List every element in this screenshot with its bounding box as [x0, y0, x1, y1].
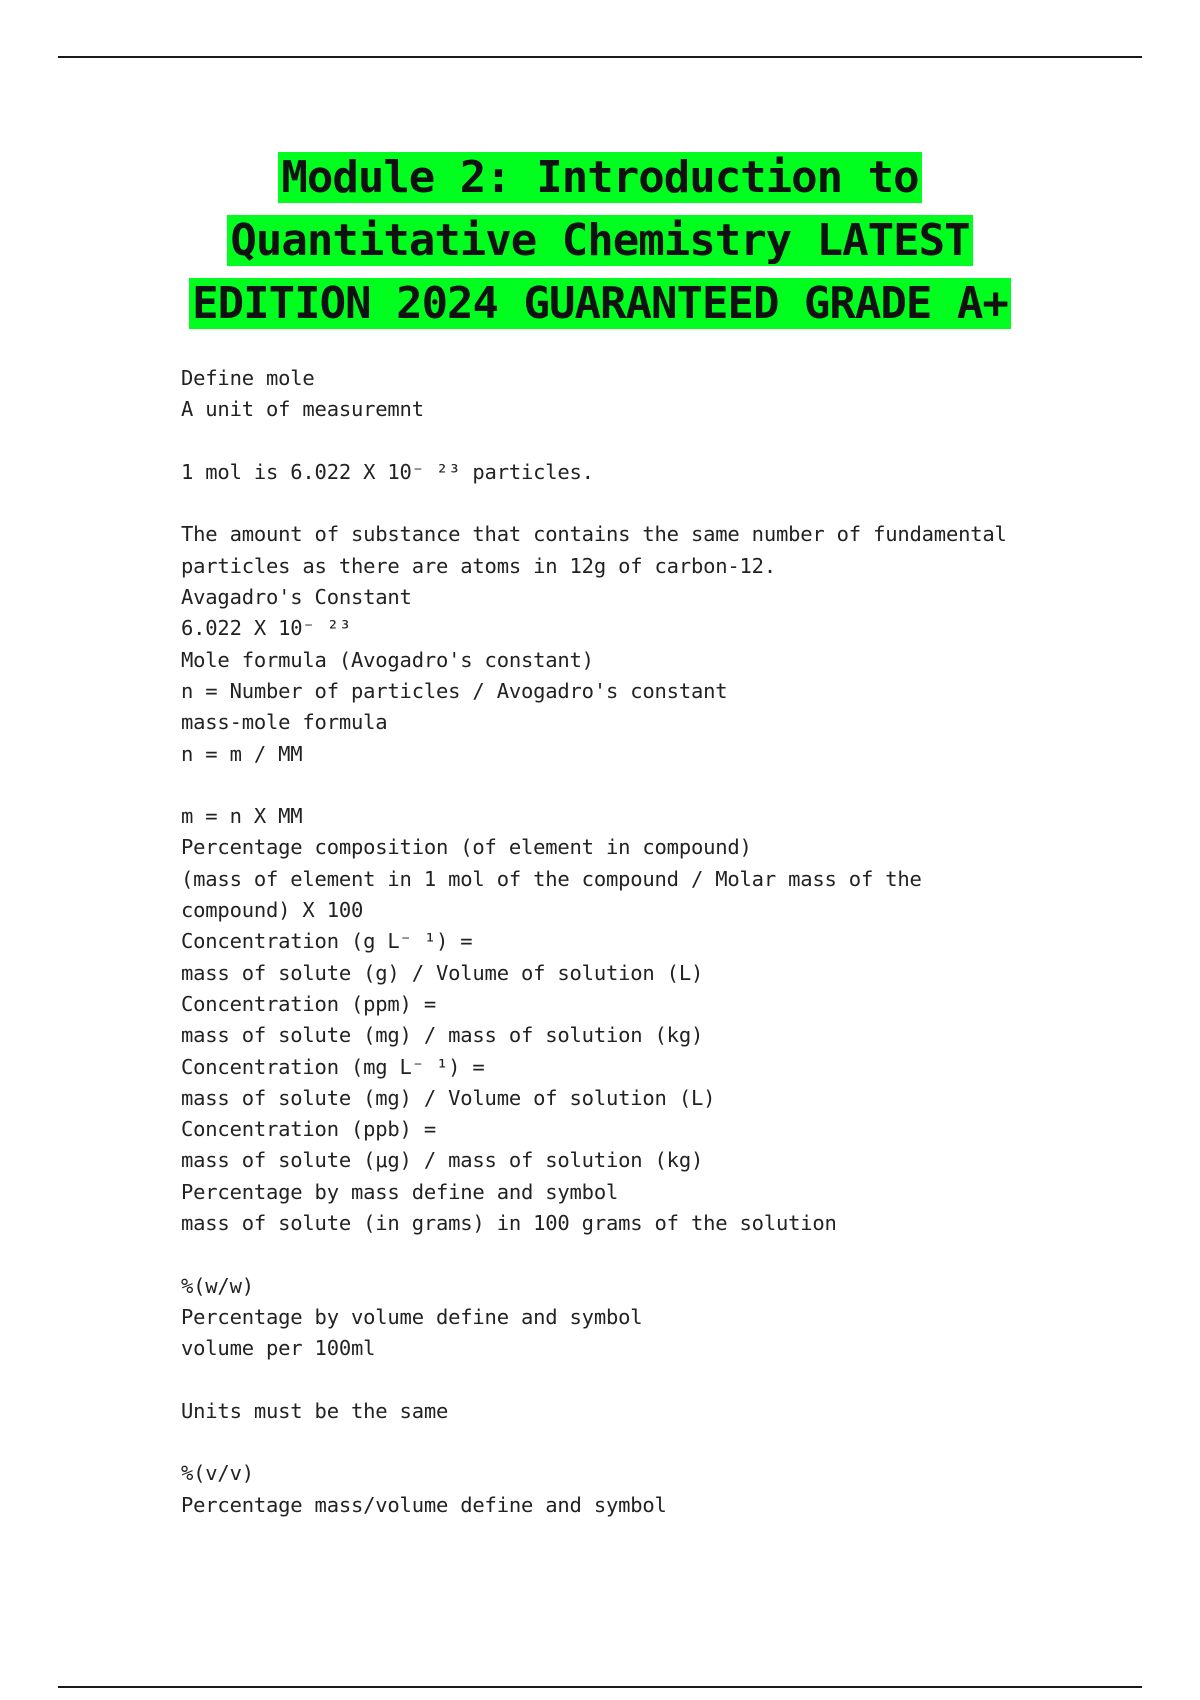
text-line: Concentration (ppb) = — [181, 1117, 436, 1142]
text-line — [181, 1239, 1081, 1270]
text-line — [181, 1427, 1081, 1458]
text-line: The amount of substance that contains the same number of fundamental — [181, 522, 1007, 547]
text-line: Percentage by mass define and symbol — [181, 1179, 619, 1204]
title-line — [0, 146, 1200, 209]
text-line: Concentration (g L⁻ ¹) = — [181, 929, 473, 954]
text-line — [181, 1365, 1081, 1396]
footer-rule — [58, 1686, 1142, 1688]
text-line: mass-mole formula — [181, 710, 388, 735]
text-line: Avagadro's Constant — [181, 585, 412, 610]
title-line-text: Quantitative Chemistry LATEST — [227, 215, 972, 266]
title-line — [0, 272, 1200, 335]
text-line — [181, 770, 1081, 801]
text-line: Mole formula (Avogadro's constant) — [181, 647, 594, 672]
text-line — [181, 426, 1081, 457]
text-line — [181, 488, 1081, 519]
text-line: Percentage composition (of element in compound) — [181, 835, 752, 860]
text-line: Concentration (ppm) = — [181, 991, 436, 1016]
text-line: Concentration (mg L⁻ ¹) = — [181, 1054, 485, 1079]
text-line: A unit of measuremnt — [181, 397, 424, 422]
text-line: %(v/v) — [181, 1461, 254, 1486]
title-line-text: EDITION 2024 GUARANTEED GRADE A+ — [189, 278, 1011, 329]
text-line: n = m / MM — [181, 741, 303, 766]
title-line-text: Module 2: Introduction to — [278, 152, 921, 203]
text-line: Percentage by volume define and symbol — [181, 1304, 643, 1329]
text-line: %(w/w) — [181, 1273, 254, 1298]
text-line: n = Number of particles / Avogadro's constant — [181, 678, 728, 703]
text-line: mass of solute (mg) / mass of solution (kg) — [181, 1023, 704, 1048]
document-title — [0, 146, 1200, 335]
header-rule — [58, 56, 1142, 58]
text-line: mass of solute (g) / Volume of solution (L) — [181, 960, 704, 985]
text-line: particles as there are atoms in 12g of carbon-12. — [181, 553, 776, 578]
text-line: Define mole — [181, 366, 315, 390]
text-line: m = n X MM — [181, 804, 303, 829]
document-body — [181, 363, 1081, 1521]
text-line: Percentage mass/volume define and symbol — [181, 1492, 667, 1517]
text-line: volume per 100ml — [181, 1336, 376, 1361]
text-line: compound) X 100 — [181, 898, 364, 923]
text-line: (mass of element in 1 mol of the compound / Molar mass of the — [181, 866, 922, 891]
text-line: 6.022 X 10⁻ ²³ — [181, 616, 351, 641]
text-line: mass of solute (μg) / mass of solution (kg) — [181, 1148, 704, 1173]
text-line: mass of solute (mg) / Volume of solution (L) — [181, 1085, 716, 1110]
title-line — [0, 209, 1200, 272]
text-line: 1 mol is 6.022 X 10⁻ ²³ particles. — [181, 459, 594, 484]
text-line: Units must be the same — [181, 1398, 449, 1423]
text-line: mass of solute (in grams) in 100 grams of the solution — [181, 1211, 837, 1236]
